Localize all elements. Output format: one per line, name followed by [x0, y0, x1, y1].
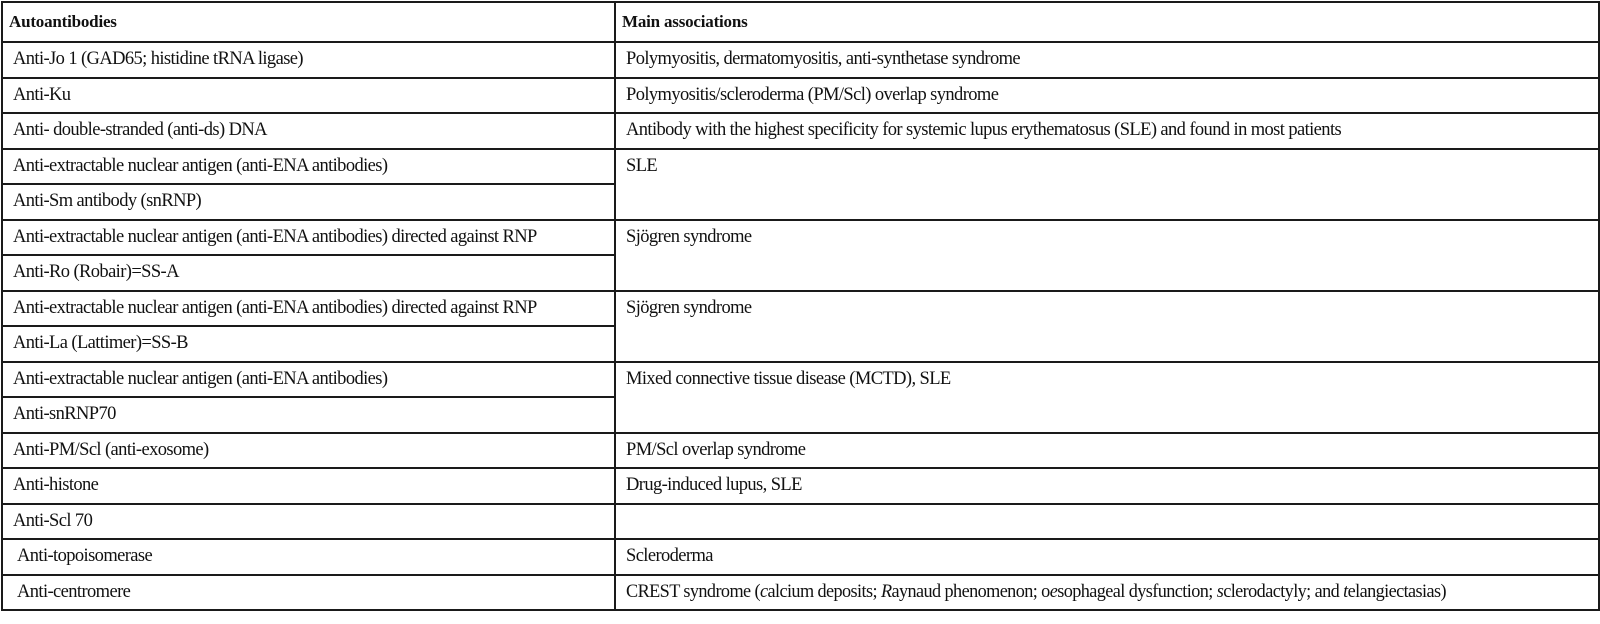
- table-row: [2, 149, 1599, 185]
- table-row: [2, 42, 1599, 78]
- association-cell: Antibody with the highest specificity for systemic lupus erythematosus (SLE) and found in most patients: [615, 113, 1599, 149]
- table-row: [2, 220, 1599, 256]
- antibody-cell: Anti-Ku: [2, 78, 615, 114]
- table-row: [2, 539, 1599, 575]
- autoantibodies-table: [1, 1, 1600, 611]
- table-row: [2, 468, 1599, 504]
- table-row: [2, 113, 1599, 149]
- crest-initial-c: c: [759, 581, 768, 602]
- table-row: [2, 78, 1599, 114]
- table-header-row: [2, 2, 1599, 42]
- antibody-cell: Anti- double-stranded (anti-ds) DNA: [2, 113, 615, 149]
- antibody-cell: Anti-extractable nuclear antigen (anti-ENA antibodies): [2, 149, 615, 185]
- antibody-cell: Anti-La (Lattimer)=SS-B: [2, 326, 615, 362]
- table-row: [2, 433, 1599, 469]
- antibody-cell: Anti-snRNP70: [2, 397, 615, 433]
- association-cell: SLE: [615, 149, 1599, 220]
- table-row: [2, 575, 1599, 611]
- antibody-cell: Anti-histone: [2, 468, 615, 504]
- crest-part: CREST syndrome (: [626, 581, 760, 602]
- antibody-cell: Anti-Sm antibody (snRNP): [2, 184, 615, 220]
- antibody-cell: Anti-extractable nuclear antigen (anti-ENA antibodies) directed against RNP: [2, 220, 615, 256]
- association-cell: Sjögren syndrome: [615, 220, 1599, 291]
- crest-initial-e: e: [1049, 581, 1058, 602]
- crest-part: aynaud phenomenon; o: [891, 581, 1050, 602]
- crest-part: clerodactyly; and: [1223, 581, 1344, 602]
- crest-part: elangiectasias): [1347, 581, 1446, 602]
- crest-initial-r: R: [880, 581, 892, 602]
- antibody-cell: Anti-Jo 1 (GAD65; histidine tRNA ligase): [2, 42, 615, 78]
- crest-part: alcium deposits;: [767, 581, 881, 602]
- association-cell: Sjögren syndrome: [615, 291, 1599, 362]
- table-row: [2, 504, 1599, 540]
- association-cell: PM/Scl overlap syndrome: [615, 433, 1599, 469]
- association-cell: Polymyositis, dermatomyositis, anti-synthetase syndrome: [615, 42, 1599, 78]
- association-cell: Drug-induced lupus, SLE: [615, 468, 1599, 504]
- antibody-cell: Anti-PM/Scl (anti-exosome): [2, 433, 615, 469]
- association-cell: Mixed connective tissue disease (MCTD), SLE: [615, 362, 1599, 433]
- antibody-cell: Anti-Ro (Robair)=SS-A: [2, 255, 615, 291]
- crest-part: sophageal dysfunction;: [1057, 581, 1217, 602]
- association-cell-crest: [615, 575, 1599, 611]
- antibody-cell: Anti-centromere: [2, 575, 615, 611]
- association-cell: Polymyositis/scleroderma (PM/Scl) overlap syndrome: [615, 78, 1599, 114]
- crest-text: [626, 582, 1446, 603]
- association-cell-empty: [615, 504, 1599, 540]
- association-cell: Scleroderma: [615, 539, 1599, 575]
- crest-initial-s: s: [1216, 581, 1224, 602]
- table-row: [2, 362, 1599, 398]
- antibody-cell: Anti-topoisomerase: [2, 539, 615, 575]
- antibody-cell: Anti-extractable nuclear antigen (anti-ENA antibodies) directed against RNP: [2, 291, 615, 327]
- table-row: [2, 291, 1599, 327]
- crest-initial-t: t: [1343, 581, 1348, 602]
- antibody-cell: Anti-Scl 70: [2, 504, 615, 540]
- column-header-main-associations: Main associations: [615, 2, 1599, 42]
- column-header-autoantibodies: Autoantibodies: [2, 2, 615, 42]
- antibody-cell: Anti-extractable nuclear antigen (anti-ENA antibodies): [2, 362, 615, 398]
